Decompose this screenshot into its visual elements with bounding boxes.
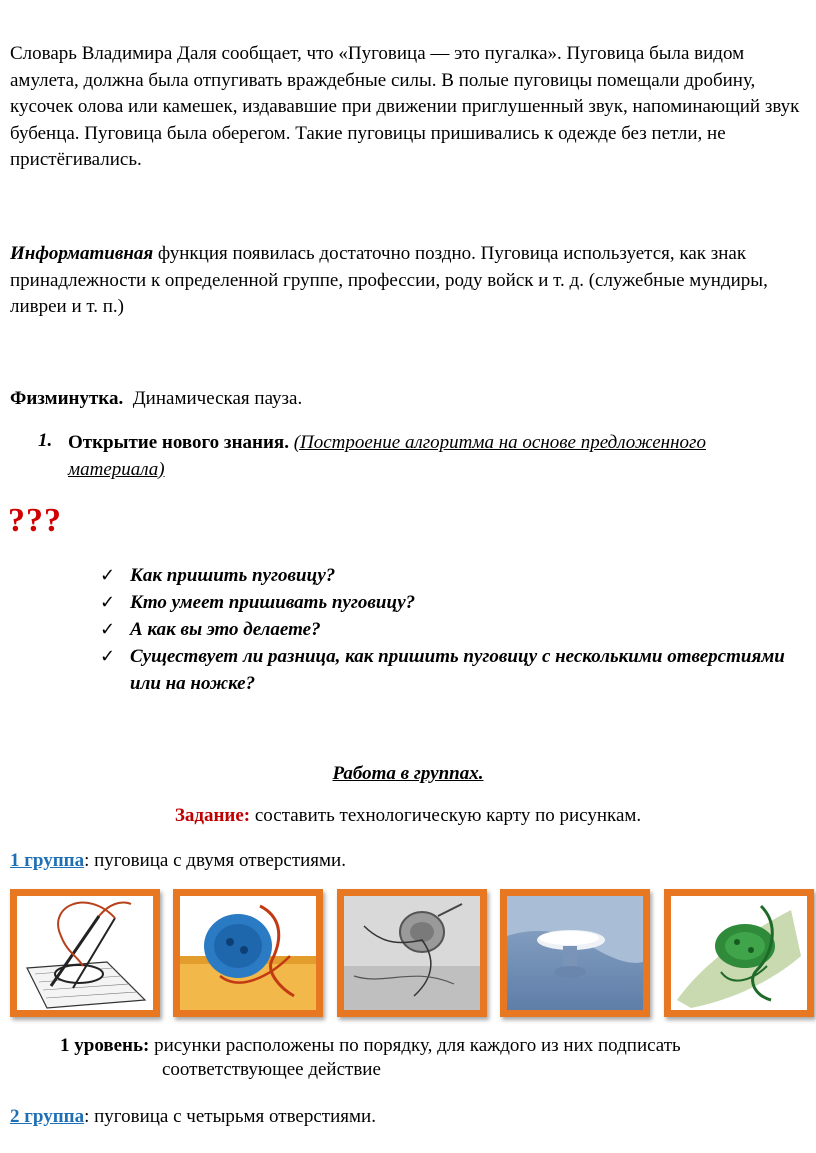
group2-paragraph [10,1104,810,1131]
picture-frame-1 [10,889,160,1017]
group1-label: 1 группа [10,850,85,871]
check-mark-icon: ✓ [100,619,116,640]
question-text: Как пришить пуговицу? [130,565,336,586]
check-mark-icon: ✓ [100,565,116,586]
intro-text: Словарь Владимира Даля сообщает, что «Пуговица — это пугалка». Пуговица была видом амулета, должна была отпугивать враждебные силы. В полые пуговицы помещали дробину, кусочек олова или камешек, издававшие при движении приглушенный звук, напоминающий звук бубенца. Пуговица была оберегом. Такие пуговицы пришивались к одежде без петли, не пристёгивались. [10,43,800,170]
intro-paragraph [10,41,810,174]
sewing-step-5-illustration [671,896,807,1010]
informative-text: функция появилась достаточно поздно. Пуговица используется, как знак принадлежности к определенной группе, профессии, роду войск и т. д. (служебные мундиры, ливреи и т. п.) [10,243,768,317]
picture-frame-3 [337,889,487,1017]
step-title: Открытие нового знания. [68,432,289,453]
task-paragraph [0,803,816,830]
sewing-step-2-illustration [180,896,316,1010]
question-text: Существует ли разница, как пришить пуговицу с несколькими отверстиями или на ножке? [130,646,785,694]
task-text: составить технологическую карту по рисункам. [250,805,642,826]
question-text: А как вы это делаете? [130,619,321,640]
group-work-title: Работа в группах. [332,763,484,784]
check-mark-icon: ✓ [100,592,116,613]
step-number: 1. [38,430,53,451]
level1-line2: соответствующее действие [162,1059,381,1080]
sewing-step-1-illustration [17,896,153,1010]
fizminutka-label: Физминутка. [10,388,124,409]
level1-line1: рисунки расположены по порядку, для каждого из них подписать [149,1035,681,1056]
check-mark-icon: ✓ [100,646,116,667]
list-item [100,616,800,643]
question-list [100,562,800,697]
group2-text: : пуговица с четырьмя отверстиями. [84,1106,376,1127]
group1-text: : пуговица с двумя отверстиями. [84,850,346,871]
picture-frame-5 [664,889,814,1017]
sewing-step-4-illustration [507,896,643,1010]
list-item [100,589,800,616]
list-item [100,562,800,589]
informative-paragraph [10,241,810,321]
group-work-heading [0,761,816,788]
question-marks: ??? [8,502,62,539]
list-item [100,643,800,697]
level1-label: 1 уровень: [60,1035,150,1056]
informative-term: Информативная [10,243,154,264]
sewing-step-3-illustration [344,896,480,1010]
picture-frame-4 [500,889,650,1017]
group2-label: 2 группа [10,1106,85,1127]
fizminutka-text: Динамическая пауза. [123,388,303,409]
task-label: Задание: [174,805,251,826]
question-text: Кто умеет пришивать пуговицу? [130,592,416,613]
group1-paragraph [10,848,810,875]
level1-paragraph [60,1034,800,1082]
step-subtitle: (Построение алгоритма на основе предложенного материала) [68,432,706,480]
fizminutka-paragraph [10,386,810,413]
picture-row [10,889,810,1019]
picture-frame-2 [173,889,323,1017]
step-heading [68,430,788,483]
